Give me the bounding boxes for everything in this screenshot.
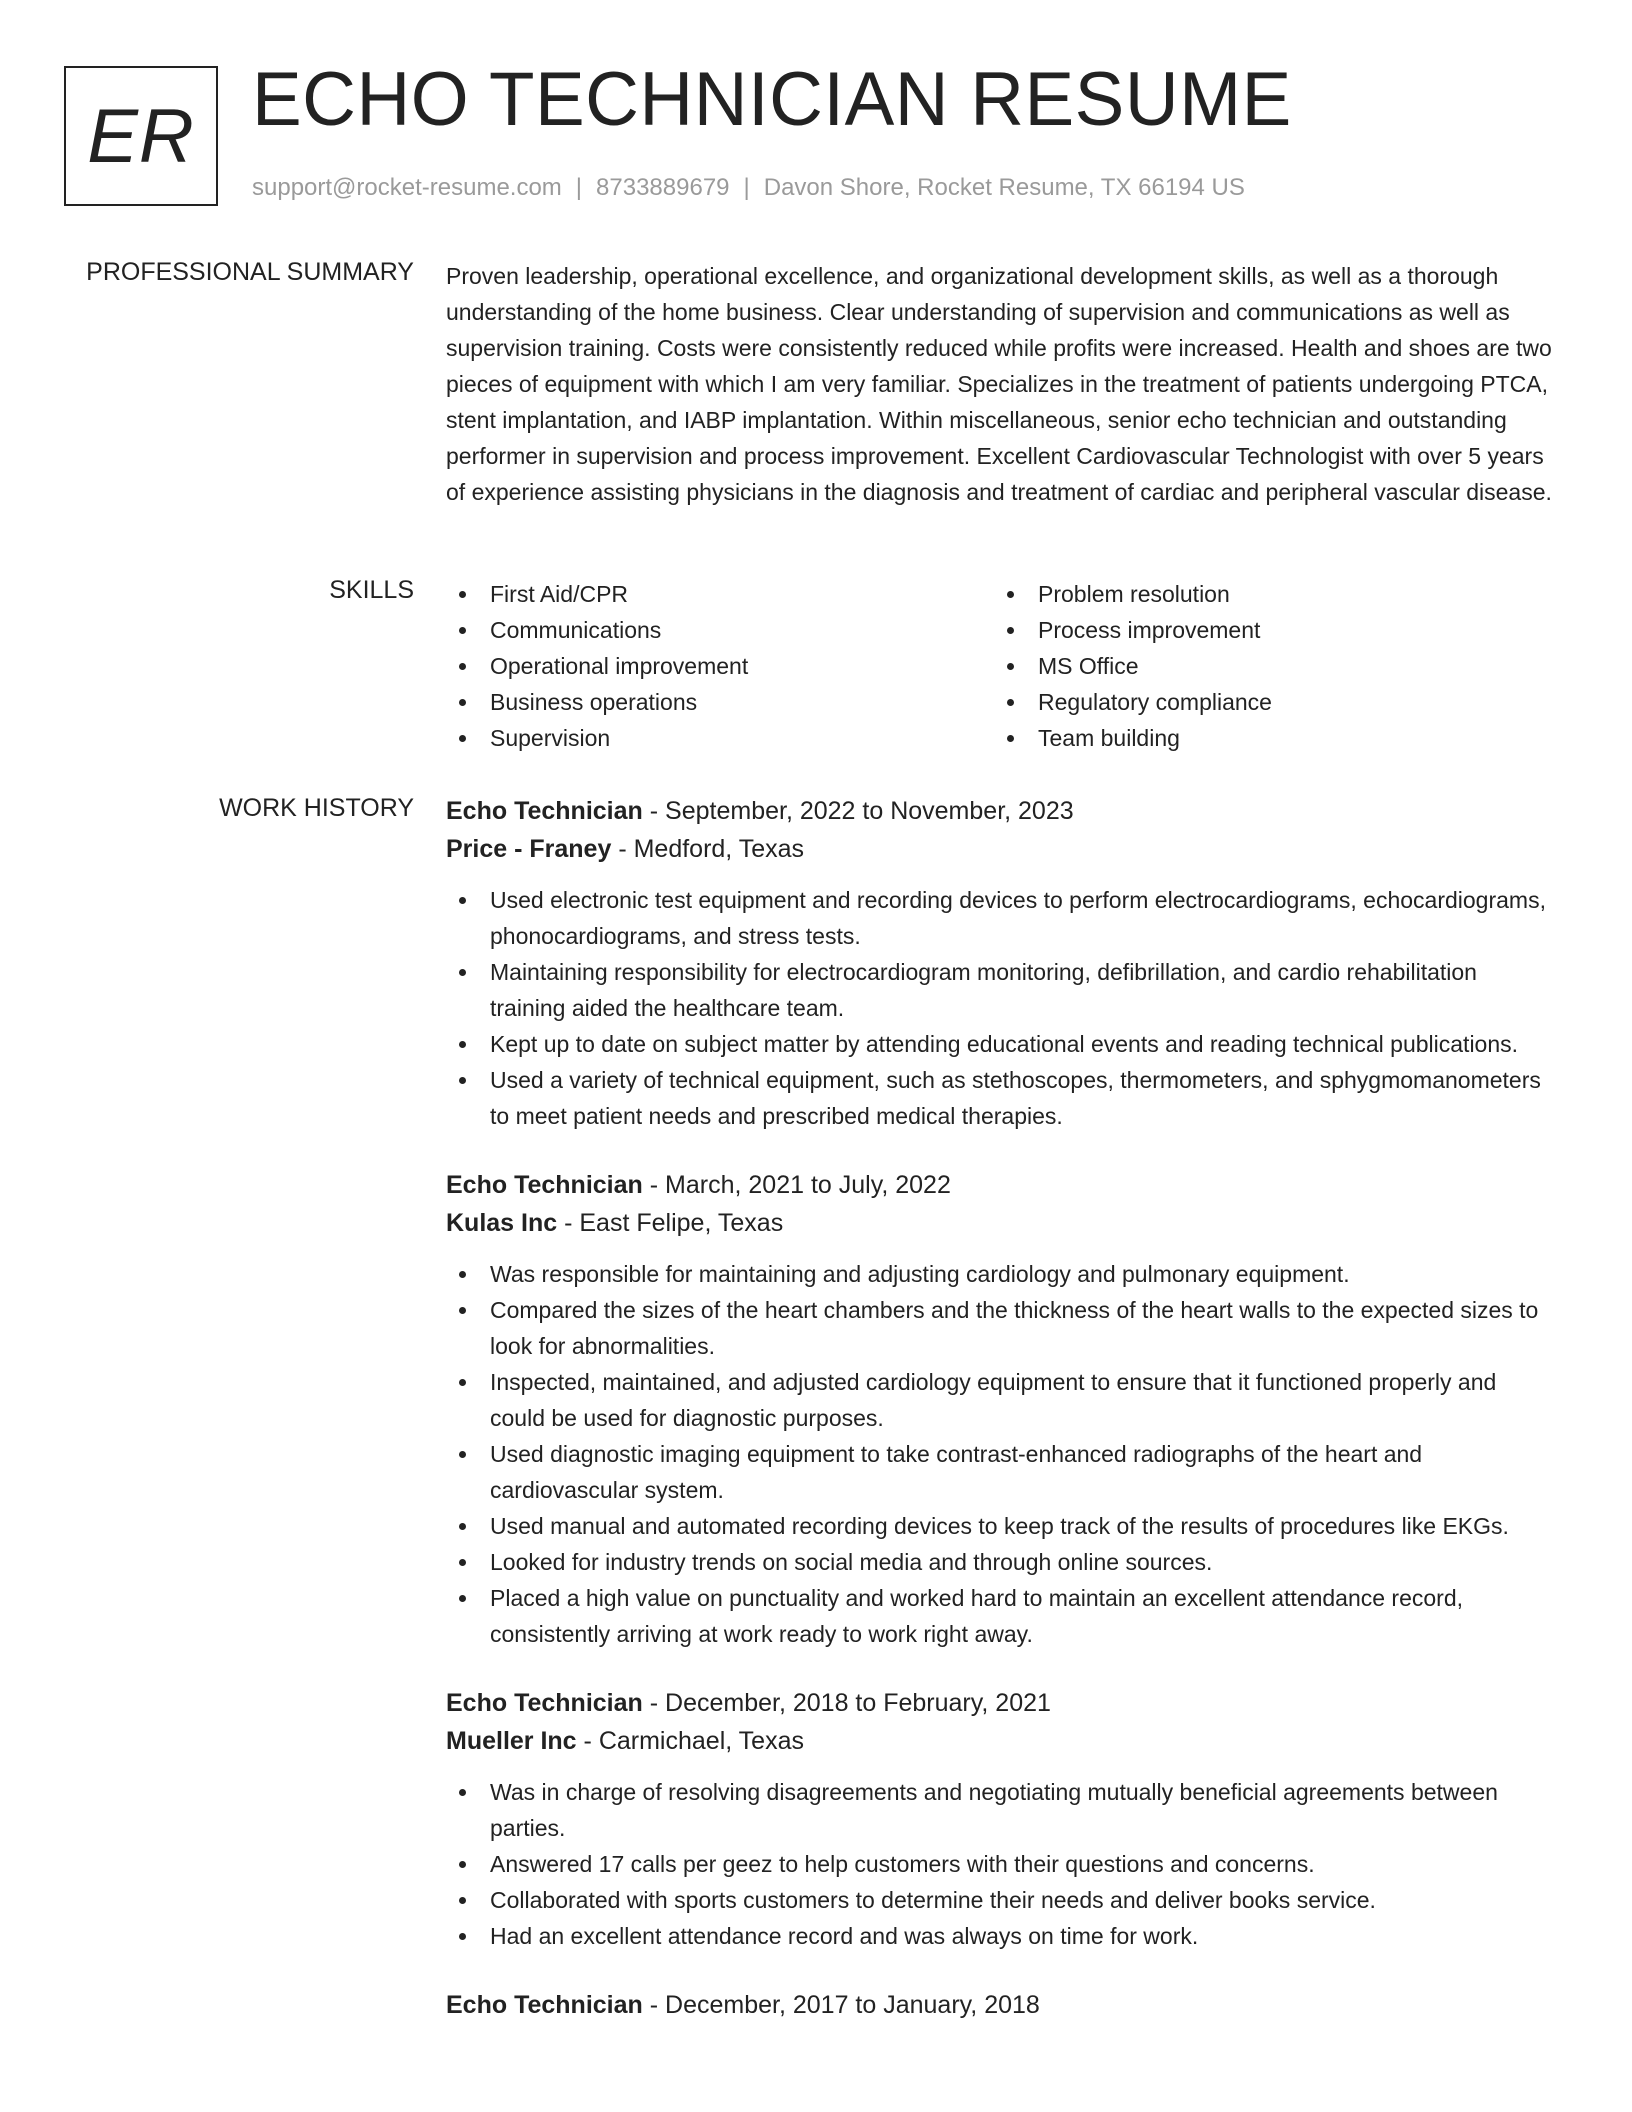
skill-item: Regulatory compliance bbox=[994, 684, 1542, 720]
skill-item: First Aid/CPR bbox=[446, 576, 994, 612]
job-title: Echo Technician bbox=[446, 1991, 643, 2019]
job-title-line bbox=[446, 1986, 1556, 2024]
job-entry bbox=[446, 1684, 1556, 1954]
skill-item: Supervision bbox=[446, 720, 994, 756]
job-dates: - March, 2021 to July, 2022 bbox=[649, 1171, 951, 1199]
skills-column-right bbox=[994, 576, 1542, 756]
job-bullet: Placed a high value on punctuality and worked hard to maintain an excellent attendance record, consistently arriving at work ready to work right away. bbox=[446, 1580, 1556, 1652]
contact-line bbox=[252, 174, 1245, 202]
skill-item: Operational improvement bbox=[446, 648, 994, 684]
job-location: - Carmichael, Texas bbox=[583, 1727, 804, 1755]
job-dates: - December, 2018 to February, 2021 bbox=[649, 1689, 1051, 1717]
job-bullet: Was in charge of resolving disagreements and negotiating mutually beneficial agreements between parties. bbox=[446, 1774, 1556, 1846]
skill-item: Team building bbox=[994, 720, 1542, 756]
contact-separator: | bbox=[575, 174, 583, 201]
contact-separator: | bbox=[743, 174, 750, 201]
job-bullet: Had an excellent attendance record and was always on time for work. bbox=[446, 1918, 1556, 1954]
job-company-line bbox=[446, 1722, 1556, 1760]
job-bullet: Looked for industry trends on social media and through online sources. bbox=[446, 1544, 1556, 1580]
contact-address: Davon Shore, Rocket Resume, TX 66194 US bbox=[763, 174, 1245, 201]
job-bullet: Collaborated with sports customers to determine their needs and deliver books service. bbox=[446, 1882, 1556, 1918]
job-bullets bbox=[446, 1774, 1556, 1954]
contact-email: support@rocket-resume.com bbox=[252, 174, 562, 201]
job-company: Mueller Inc bbox=[446, 1727, 577, 1755]
job-title: Echo Technician bbox=[446, 797, 643, 825]
job-bullet: Kept up to date on subject matter by attending educational events and reading technical publications. bbox=[446, 1026, 1556, 1062]
job-bullet: Compared the sizes of the heart chambers and the thickness of the heart walls to the expected sizes to look for abnormalities. bbox=[446, 1292, 1556, 1364]
skill-item: Process improvement bbox=[994, 612, 1542, 648]
job-title-line bbox=[446, 792, 1556, 830]
skill-item: Communications bbox=[446, 612, 994, 648]
skill-item: MS Office bbox=[994, 648, 1542, 684]
job-title: Echo Technician bbox=[446, 1171, 643, 1199]
summary-body bbox=[446, 258, 1556, 510]
job-bullet: Used a variety of technical equipment, such as stethoscopes, thermometers, and sphygmomanometers to meet patient needs and prescribed medical therapies. bbox=[446, 1062, 1556, 1134]
job-company-line bbox=[446, 1204, 1556, 1242]
job-bullet: Inspected, maintained, and adjusted cardiology equipment to ensure that it functioned properly and could be used for diagnostic purposes. bbox=[446, 1364, 1556, 1436]
work-history-heading: WORK HISTORY bbox=[219, 794, 414, 822]
job-bullet: Answered 17 calls per geez to help customers with their questions and concerns. bbox=[446, 1846, 1556, 1882]
work-history-body bbox=[446, 792, 1556, 2024]
contact-phone: 8733889679 bbox=[596, 174, 730, 201]
job-company: Price - Franey bbox=[446, 835, 612, 863]
skills-heading: SKILLS bbox=[329, 576, 414, 604]
skills-body bbox=[446, 576, 1556, 756]
job-entry bbox=[446, 1166, 1556, 1652]
job-title: Echo Technician bbox=[446, 1689, 643, 1717]
skill-item: Business operations bbox=[446, 684, 994, 720]
skill-item: Problem resolution bbox=[994, 576, 1542, 612]
job-entry bbox=[446, 1986, 1556, 2024]
job-dates: - December, 2017 to January, 2018 bbox=[649, 1991, 1040, 2019]
job-entry bbox=[446, 792, 1556, 1134]
job-bullet: Was responsible for maintaining and adjusting cardiology and pulmonary equipment. bbox=[446, 1256, 1556, 1292]
monogram-logo: ER bbox=[64, 66, 218, 206]
job-title-line bbox=[446, 1166, 1556, 1204]
job-title-line bbox=[446, 1684, 1556, 1722]
job-bullet: Used manual and automated recording devices to keep track of the results of procedures like EKGs. bbox=[446, 1508, 1556, 1544]
job-dates: - September, 2022 to November, 2023 bbox=[649, 797, 1074, 825]
job-bullet: Used diagnostic imaging equipment to take contrast-enhanced radiographs of the heart and cardiovascular system. bbox=[446, 1436, 1556, 1508]
skills-column-left bbox=[446, 576, 994, 756]
job-bullets bbox=[446, 882, 1556, 1134]
job-bullet: Used electronic test equipment and recording devices to perform electrocardiograms, echocardiograms, phonocardiograms, and stress tests. bbox=[446, 882, 1556, 954]
summary-text: Proven leadership, operational excellence, and organizational development skills, as well as a thorough understanding of the home business. Clear understanding of supervision and communications as well as supervision training. Costs were consistently reduced while profits were increased. Health and shoes are two pieces of equipment with which I am very familiar. Specializes in the treatment of patients undergoing PTCA, stent implantation, and IABP implantation. Within miscellaneous, senior echo technician and outstanding performer in supervision and process improvement. Excellent Cardiovascular Technologist with over 5 years of experience assisting physicians in the diagnosis and treatment of cardiac and peripheral vascular disease. bbox=[446, 263, 1552, 505]
resume-title: ECHO TECHNICIAN RESUME bbox=[252, 57, 1292, 142]
summary-heading: PROFESSIONAL SUMMARY bbox=[86, 258, 414, 286]
job-bullet: Maintaining responsibility for electrocardiogram monitoring, defibrillation, and cardio rehabilitation training aided the healthcare team. bbox=[446, 954, 1556, 1026]
job-company: Kulas Inc bbox=[446, 1209, 558, 1237]
job-company-line bbox=[446, 830, 1556, 868]
job-bullets bbox=[446, 1256, 1556, 1652]
job-location: - East Felipe, Texas bbox=[564, 1209, 784, 1237]
job-location: - Medford, Texas bbox=[618, 835, 805, 863]
